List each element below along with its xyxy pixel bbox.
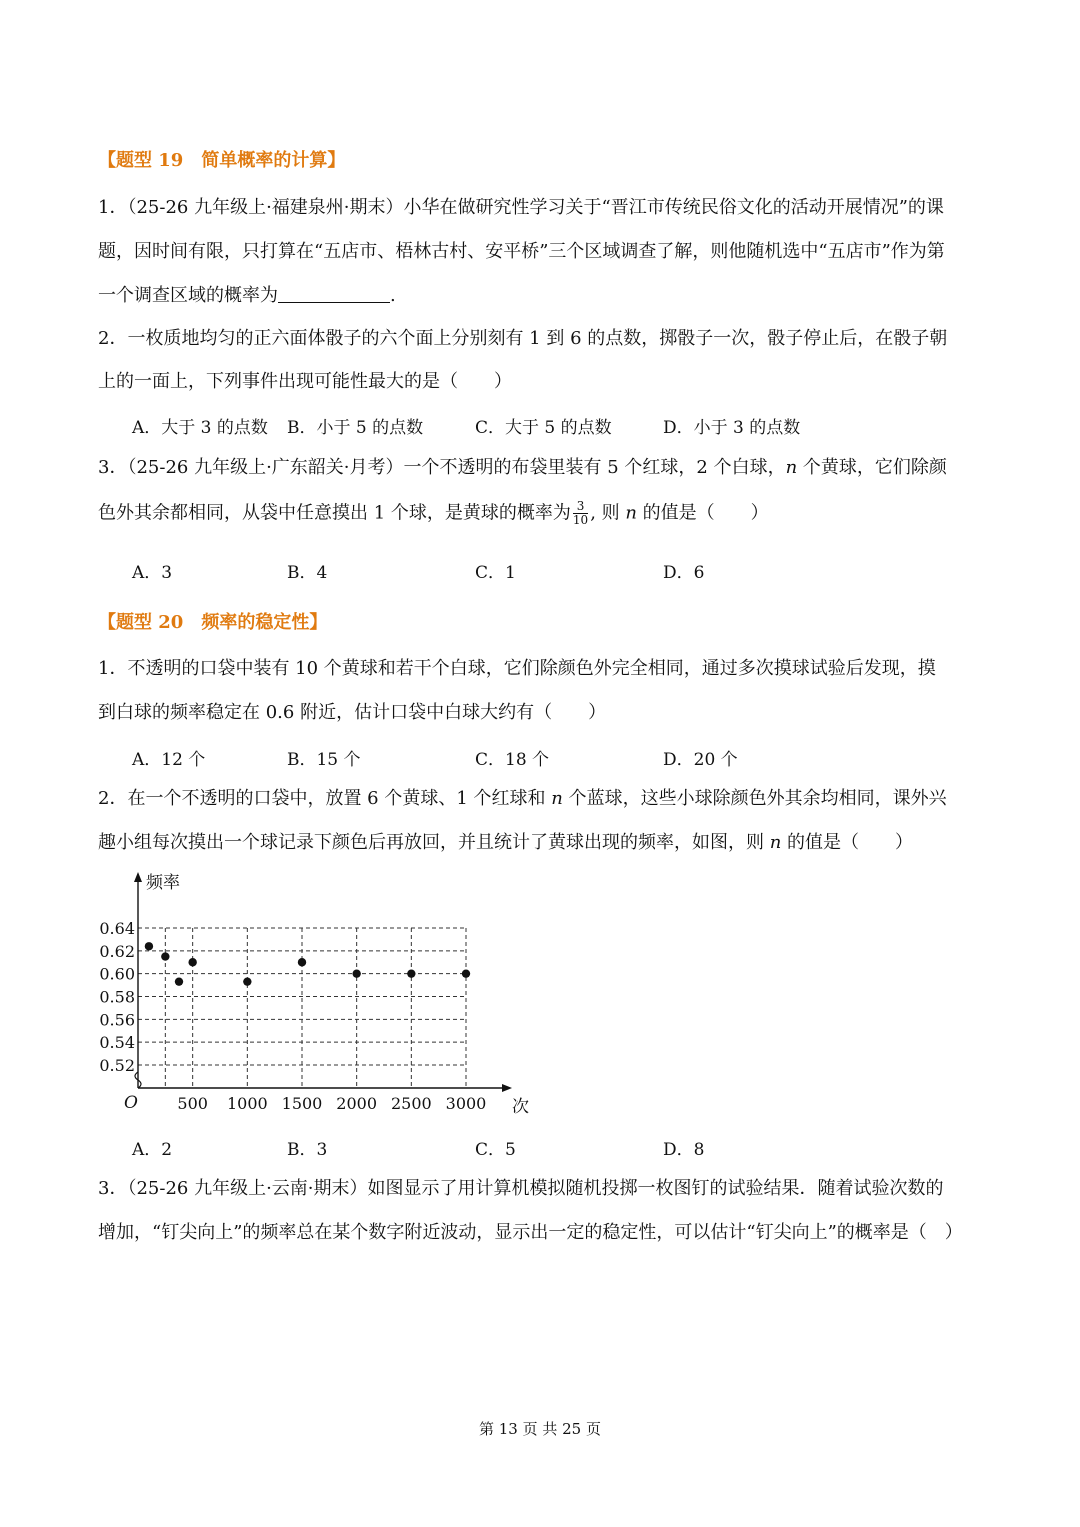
y-axis-label: 频率: [146, 873, 180, 893]
q19-1-line1: 1．（25-26 九年级上·福建泉州·期末）小华在做研究性学习关于“晋江市传统民俗文化的活动开展情况”的课: [98, 197, 944, 218]
q19-1-period: .: [390, 285, 396, 306]
q20-1-line1: 1．不透明的口袋中装有 10 个黄球和若干个白球，它们除颜色外完全相同，通过多次摸球试验后发现，摸: [98, 658, 936, 679]
y-tick-label-1: 0.54: [99, 1033, 135, 1053]
q19-1-line2: 题，因时间有限，只打算在“五店市、梧林古村、安平桥”三个区域调查了解，则他随机选中“五店市”作为第: [98, 241, 945, 262]
chart-points: [145, 942, 470, 986]
q19-3-option-a[interactable]: A．3: [132, 563, 173, 583]
q19-3-text-e: 的值是（ ）: [636, 502, 769, 524]
q20-1-option-b[interactable]: B．15 个: [287, 750, 361, 770]
q20-3-line2: 增加，“钉尖向上”的频率总在某个数字附近波动，显示出一定的稳定性，可以估计“钉尖向上”的概率是（ ）: [98, 1222, 963, 1243]
q20-2-line1: [98, 787, 947, 811]
q20-2-text-c: 趣小组每次摸出一个球记录下颜色后再放回，并且统计了黄球出现的频率，如图，则: [98, 832, 770, 853]
q20-1-option-a[interactable]: A．12 个: [132, 750, 206, 770]
data-point-1: [161, 952, 169, 960]
data-point-4: [243, 977, 251, 985]
data-point-0: [145, 942, 153, 950]
q19-3-line2: [98, 500, 769, 527]
q20-1-line2: 到白球的频率稳定在 0.6 附近，估计口袋中白球大约有（ ）: [98, 702, 607, 723]
y-tick-label-3: 0.58: [99, 987, 135, 1007]
q19-3-line1: [98, 456, 947, 480]
x-tick-label-5: 3000: [445, 1094, 487, 1113]
fraction-denominator: 10: [572, 513, 589, 527]
q20-2-text-a: 2．在一个不透明的口袋中，放置 6 个黄球、1 个红球和: [98, 788, 552, 809]
var-n: n: [625, 502, 637, 524]
data-point-8: [462, 969, 470, 977]
section-title-20: 【题型 20 频率的稳定性】: [98, 612, 328, 633]
q19-1-line3: [98, 284, 396, 308]
q20-2-option-d[interactable]: D．8: [663, 1140, 705, 1160]
chart-ticks: [99, 919, 486, 1113]
var-n: n: [551, 788, 563, 809]
q19-3-text-b: 个黄球，它们除颜: [797, 457, 947, 478]
x-axis-arrow: [502, 1084, 512, 1092]
y-axis-arrow: [134, 872, 142, 882]
fraction: [573, 500, 588, 527]
q19-2-option-c[interactable]: C．大于 5 的点数: [475, 418, 612, 438]
q20-2-option-a[interactable]: A．2: [132, 1140, 173, 1160]
q19-2-option-b[interactable]: B．小于 5 的点数: [287, 418, 424, 438]
q19-3-text-a: 3．（25-26 九年级上·广东韶关·月考）一个不透明的布袋里装有 5 个红球，2 个白球，: [98, 457, 786, 478]
data-point-5: [298, 958, 306, 966]
q19-2-option-a[interactable]: A．大于 3 的点数: [132, 418, 268, 438]
fraction-numerator: 3: [573, 500, 588, 514]
q19-2-option-d[interactable]: D．小于 3 的点数: [663, 418, 801, 438]
q19-3-option-b[interactable]: B．4: [287, 563, 328, 583]
q19-3-text-d: , 则: [590, 502, 626, 524]
q20-1-option-c[interactable]: C．18 个: [475, 750, 550, 770]
y-tick-label-0: 0.52: [99, 1056, 135, 1075]
data-point-6: [352, 969, 360, 977]
origin-label: O: [124, 1093, 138, 1113]
x-tick-label-4: 2500: [390, 1094, 432, 1113]
y-tick-label-5: 0.62: [99, 941, 135, 961]
var-n: n: [785, 457, 798, 478]
x-tick-label-0: 500: [177, 1094, 208, 1113]
y-tick-label-4: 0.60: [99, 964, 135, 984]
chart-axes: [124, 872, 529, 1117]
q19-2-line1: 2．一枚质地均匀的正六面体骰子的六个面上分别刻有 1 到 6 的点数，掷骰子一次，骰子停止后，在骰子朝: [98, 328, 948, 349]
x-tick-label-2: 1500: [281, 1094, 323, 1113]
y-tick-label-6: 0.64: [99, 919, 135, 938]
q20-1-option-d[interactable]: D．20 个: [663, 750, 738, 770]
y-tick-label-2: 0.56: [99, 1010, 135, 1030]
chart-grid: [138, 928, 466, 1088]
q20-3-line1: 3．（25-26 九年级上·云南·期末）如图显示了用计算机模拟随机投掷一枚图钉的试验结果．随着试验次数的: [98, 1178, 944, 1199]
x-axis-label: 次: [512, 1097, 529, 1117]
q20-2-option-b[interactable]: B．3: [287, 1140, 328, 1160]
data-point-3: [188, 958, 196, 966]
data-point-2: [175, 977, 183, 985]
frequency-chart: [99, 868, 540, 1128]
q19-2-line2: 上的一面上，下列事件出现可能性最大的是（ ）: [98, 371, 512, 392]
var-n: n: [769, 832, 782, 853]
q20-2-text-b: 个蓝球，这些小球除颜色外其余均相同，课外兴: [562, 788, 947, 809]
q19-3-option-d[interactable]: D．6: [663, 563, 705, 583]
section-title-19: 【题型 19 简单概率的计算】: [98, 150, 346, 171]
x-tick-label-3: 2000: [336, 1094, 378, 1113]
data-point-7: [407, 969, 415, 977]
q20-2-line2: [98, 831, 913, 855]
page-footer: 第 13 页 共 25 页: [478, 1420, 601, 1438]
x-tick-label-1: 1000: [226, 1094, 268, 1113]
q20-2-option-c[interactable]: C．5: [475, 1140, 516, 1160]
answer-blank[interactable]: [278, 284, 390, 303]
q19-3-option-c[interactable]: C．1: [475, 563, 516, 583]
q19-3-text-c: 色外其余都相同，从袋中任意摸出 1 个球，是黄球的概率为: [98, 502, 571, 524]
q19-1-line3-text: 一个调查区域的概率为: [98, 285, 278, 306]
q20-2-text-d: 的值是（ ）: [781, 832, 914, 853]
